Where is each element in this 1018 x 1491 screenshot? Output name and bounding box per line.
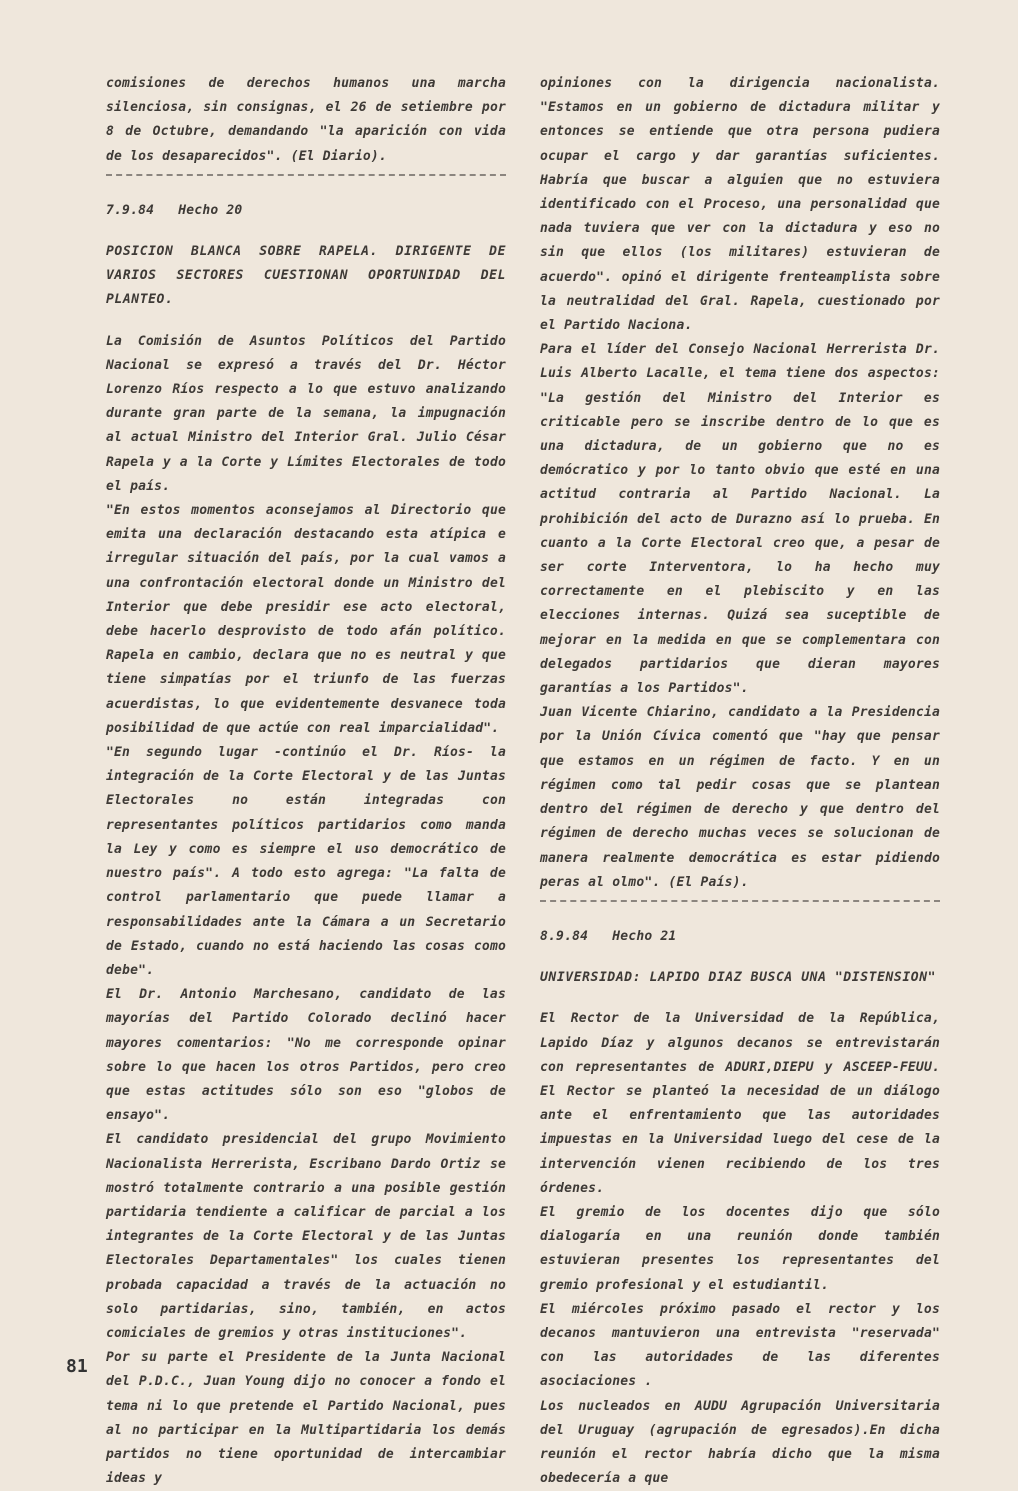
body-paragraph: El gremio de los docentes dijo que sólo dialogaría en una reunión donde también estuvieran presentes los representantes del gremio profesional y el estudiantil. xyxy=(540,1204,940,1293)
body-paragraph: El Rector de la Universidad de la República, Lapido Díaz y algunos decanos se entrevistarán con representantes de ADURI,DIEPU y ASCEEP-FEUU. El Rector se planteó la necesidad de un diálogo ante el enfrentamiento que las autoridades impuestas en la Universidad luego del cese de la intervención vienen recibiendo de los tres órdenes. xyxy=(540,1011,940,1196)
body-paragraph: "En segundo lugar -continúo el Dr. Ríos- la integración de la Corte Electoral y de las Juntas Electorales no están integradas con representantes políticos partidarios como manda la Ley y como es siempre el uso democrático de nuestro país". A todo esto agrega: "La falta de control parlamentario que puede llamar a responsabilidades ante la Cámara a un Secretario de Estado, cuando no está haciendo las cosas como debe". xyxy=(106,745,506,978)
body-paragraph: "En estos momentos aconsejamos al Directorio que emita una declaración destacando esta atípica e irregular situación del país, por la cual vamos a una confrontación electoral donde un Ministro del Interior que debe presidir ese acto electoral, debe hacerlo desprovisto de todo afán político. Rapela en cambio, declara que no es neutral y que tiene simpatías por el triunfo de las fuerzas acuerdistas, lo que evidentemente desvanece toda posibilidad de que actúe con real imparcialidad". xyxy=(106,503,506,736)
body-paragraph: El candidato presidencial del grupo Movimiento Nacionalista Herrerista, Escribano Dardo Ortiz se mostró totalmente contrario a una posible gestión partidaria tendiente a calificar de parcial a los integrantes de la Corte Electoral y de las Juntas Electorales Departamentales" los cuales tienen probada capacidad a través de la actuación no solo partidarias, sino, también, en actos comiciales de gremios y otras instituciones". xyxy=(106,1132,506,1341)
body-paragraph: opiniones con la dirigencia nacionalista. "Estamos en un gobierno de dictadura militar y entonces se entiende que otra persona pudiera ocupar el cargo y dar garantías suficientes. Habría que buscar a alguien que no estuviera identificado con el Proceso, una personalidad que nada tuviera que ver con la dictadura y eso no sin que ellos (los militares) estuvieran de acuerdo". opinó el dirigente frenteamplista sobre la neutralidad del Gral. Rapela, cuestionado por el Partido Naciona. xyxy=(540,76,940,334)
page-number: 81 xyxy=(66,1356,88,1377)
body-paragraph: La Comisión de Asuntos Políticos del Partido Nacional se expresó a través del Dr. Héctor Lorenzo Ríos respecto a lo que estuvo analizando durante gran parte de la semana, la impugnación al actual Ministro del Interior Gral. Julio César Rapela y a la Corte y Límites Electorales de todo el país. xyxy=(106,333,506,494)
left-column xyxy=(106,72,506,1491)
body-paragraph: El miércoles próximo pasado el rector y los decanos mantuvieron una entrevista "reservada" con las autoridades de las diferentes asociaciones . xyxy=(540,1301,940,1390)
entry-date: 7.9.84 Hecho 20 xyxy=(106,202,243,218)
entry-date: 8.9.84 Hecho 21 xyxy=(540,928,677,944)
body-paragraph: Por su parte el Presidente de la Junta Nacional del P.D.C., Juan Young dijo no conocer a fondo el tema ni lo que pretende el Partido Nacional, pues al no participar en la Multipartidaria los demás partidos no tiene oportunidad de intercambiar ideas y xyxy=(106,1350,506,1487)
body-paragraph: Los nucleados en AUDU Agrupación Universitaria del Uruguay (agrupación de egresados).En dicha reunión el rector habría dicho que la misma obedecería a que xyxy=(540,1398,940,1487)
body-paragraph: El Dr. Antonio Marchesano, candidato de las mayorías del Partido Colorado declinó hacer mayores comentarios: "No me corresponde opinar sobre lo que hacen los otros Partidos, pero creo que estas actitudes sólo son eso "globos de ensayo". xyxy=(106,987,506,1124)
entry-headline: UNIVERSIDAD: LAPIDO DIAZ BUSCA UNA "DISTENSION" xyxy=(540,970,937,986)
body-paragraph: Para el líder del Consejo Nacional Herrerista Dr. Luis Alberto Lacalle, el tema tiene dos aspectos: "La gestión del Ministro del Interior es criticable pero se inscribe dentro de lo que es una dictadura, de un gobierno que no es demócratico y por lo tanto obvio que esté en una actitud contraria al Partido Nacional. La prohibición del acto de Durazno así lo prueba. En cuanto a la Corte Electoral creo que, a pesar de ser corte Interventora, lo ha hecho muy correctamente en el plebiscito y en las elecciones internas. Quizá sea suceptible de mejorar en la medida en que se complementara con delegados partidarios que dieran mayores garantías a los Partidos". xyxy=(540,342,940,697)
intro-paragraph: comisiones de derechos humanos una marcha silenciosa, sin consignas, el 26 de setiembre por 8 de Octubre, demandando "la aparición con vida de los desaparecidos". (El Diario). xyxy=(106,76,506,164)
section-divider xyxy=(106,174,506,176)
right-column xyxy=(540,72,940,1491)
section-divider xyxy=(540,900,940,902)
body-paragraph: Juan Vicente Chiarino, candidato a la Presidencia por la Unión Cívica comentó que "hay que pensar que estamos en un régimen de facto. Y en un régimen como tal pedir cosas que se plantean dentro del régimen de derecho y que dentro del régimen de derecho muchas veces se solucionan de manera realmente democrática es estar pidiendo peras al olmo". (El País). xyxy=(540,705,940,890)
entry-headline: POSICION BLANCA SOBRE RAPELA. DIRIGENTE DE VARIOS SECTORES CUESTIONAN OPORTUNIDAD DEL PLANTEO. xyxy=(106,244,506,308)
